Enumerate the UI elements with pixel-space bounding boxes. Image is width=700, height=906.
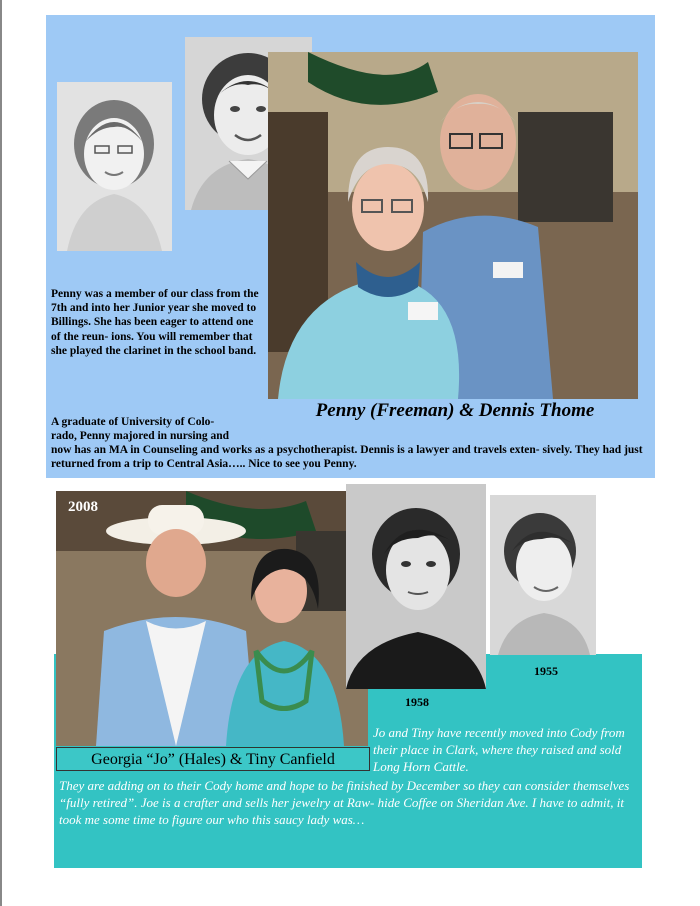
penny-bio-wide: now has an MA in Counseling and works as a psychotherapist. Dennis is a lawyer and travels exten- sively. They had just returned from a trip to Central Asia….. Nice to see you Penny. (51, 444, 643, 471)
year-label-2008: 2008 (68, 499, 98, 515)
penny-bio-line-2: rado, Penny majored in nursing and (51, 430, 230, 442)
photo-penny-and-dennis (268, 52, 638, 399)
portrait-1955 (490, 495, 596, 655)
caption-jo-tiny: Georgia “Jo” (Hales) & Tiny Canfield (56, 747, 370, 771)
portrait-1958 (346, 484, 486, 689)
jo-tiny-story-right: Jo and Tiny have recently moved into Cody from their place in Clark, where they raised and sold Long Horn Cattle. (373, 725, 625, 774)
penny-bio-left: Penny was a member of our class from the 7th and into her Junior year she moved to Billings. She has been eager to attend one of the reun- ions. You will remember that she played the clarinet in the school band. (51, 288, 259, 357)
penny-bio-line-1: A graduate of University of Colo- (51, 416, 215, 428)
year-label-1958: 1958 (405, 695, 429, 709)
year-label-1955: 1955 (534, 664, 558, 678)
caption-penny-dennis: Penny (Freeman) & Dennis Thome (315, 400, 595, 421)
yearbook-photo-penny-1 (57, 82, 172, 251)
page-edge-rule (0, 0, 2, 906)
jo-tiny-story-wide: They are adding on to their Cody home and hope to be finished by December so they can consider themselves “fully retired”. Joe is a crafter and sells her jewelry at Raw- hide Coffee on Sheridan Ave. I have to admit, it took me some time to figure our who this saucy lady was… (59, 778, 630, 827)
photo-jo-and-tiny (56, 491, 368, 746)
